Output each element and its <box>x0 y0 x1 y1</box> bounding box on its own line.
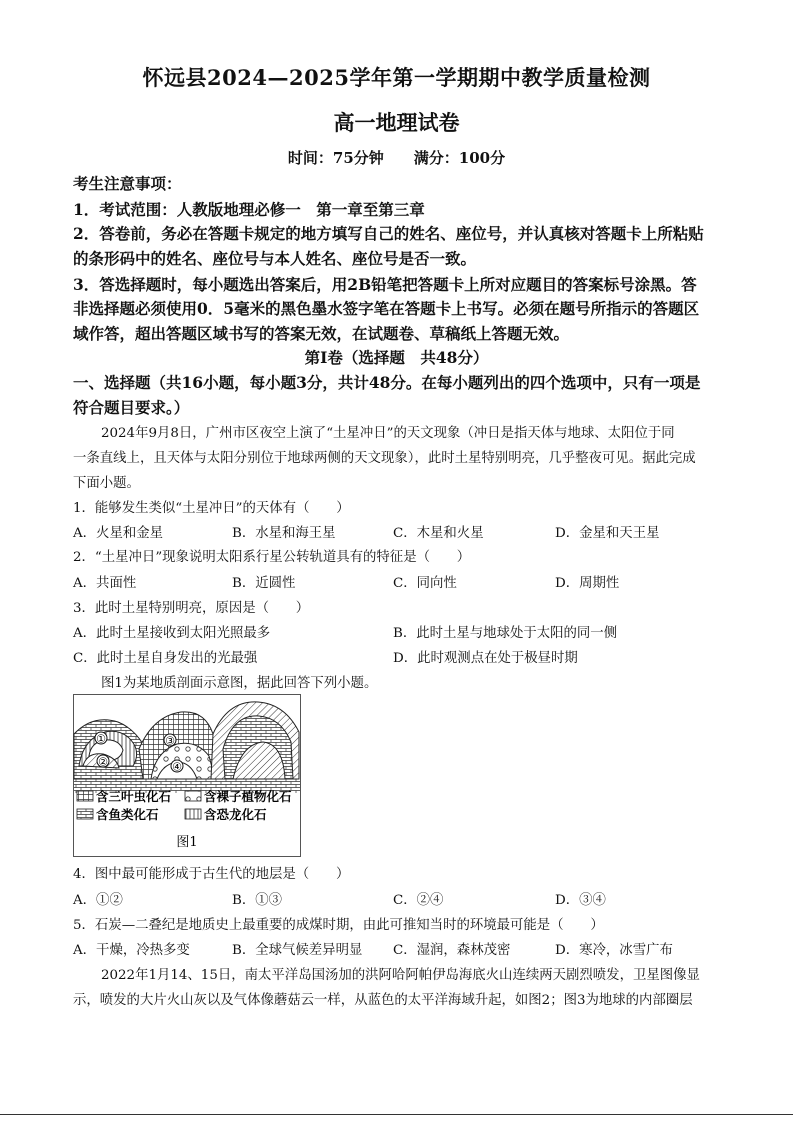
figure-caption: 图1 <box>176 835 198 850</box>
question-2-option-d[interactable]: D．周期性 <box>555 576 620 591</box>
notice-item-2: 2．答卷前，务必在答题卡规定的地方填写自己的姓名、座位号，并认真核对答题卡上所粘贴 <box>73 224 704 243</box>
question-4-option-d[interactable]: D．③④ <box>555 893 606 908</box>
question-2-option-c[interactable]: C．同向性 <box>393 576 457 591</box>
notice-item-3-cont: 非选择题必须使用0．5毫米的黑色墨水签字笔在答题卡上书写。必须在题号所指示的答题区 <box>73 299 700 318</box>
question-3-stem: 3．此时土星特别明亮，原因是（ ） <box>73 601 310 616</box>
marker-4: ④ <box>172 760 182 774</box>
question-3-option-b[interactable]: B．此时土星与地球处于太阳的同一侧 <box>393 626 618 641</box>
question-1-option-d[interactable]: D．金星和天王星 <box>555 526 660 541</box>
question-5-option-a[interactable]: A．干燥，冷热多变 <box>73 943 190 958</box>
exam-meta: 时间：75分钟 满分：100分 <box>287 149 506 167</box>
marker-1: ① <box>96 732 106 746</box>
notice-item-3-cont2: 域作答，超出答题区域书写的答案无效，在试题卷、草稿纸上答题无效。 <box>73 324 570 343</box>
question-4-option-c[interactable]: C．②④ <box>393 893 444 908</box>
passage1-line2: 一条直线上，且天体与太阳分别位于地球两侧的天文现象），此时土星特别明亮，几乎整夜可见。据此完成 <box>73 451 696 466</box>
question-2-option-b[interactable]: B．近圆性 <box>232 576 296 591</box>
notice-item-2-cont: 的条形码中的姓名、座位号与本人姓名、座位号是否一致。 <box>73 249 477 268</box>
figure-1 <box>73 694 301 857</box>
passage1-line1: 2024年9月8日，广州市区夜空上演了“土星冲日”的天文现象（冲日是指天体与地球、太阳位于同 <box>101 426 675 441</box>
passage1-line3: 下面小题。 <box>73 476 140 491</box>
notice-item-1: 1．考试范围：人教版地理必修一 第一章至第三章 <box>73 200 425 219</box>
question-5-option-d[interactable]: D．寒冷，冰雪广布 <box>555 943 673 958</box>
question-2-option-a[interactable]: A．共面性 <box>73 576 137 591</box>
question-1-option-c[interactable]: C．木星和火星 <box>393 526 484 541</box>
question-4-option-a[interactable]: A．①② <box>73 893 123 908</box>
question-1-option-b[interactable]: B．水星和海王星 <box>232 526 336 541</box>
question-2-stem: 2．“土星冲日”现象说明太阳系行星公转轨道具有的特征是（ ） <box>73 550 471 565</box>
question-5-option-c[interactable]: C．湿润，森林茂密 <box>393 943 511 958</box>
question-3-option-c[interactable]: C．此时土星自身发出的光最强 <box>73 651 258 666</box>
exam-subtitle: 高一地理试卷 <box>333 110 460 135</box>
question-1-stem: 1．能够发生类似“土星冲日”的天体有（ ） <box>73 501 350 516</box>
question-5-stem: 5．石炭—二叠纪是地质史上最重要的成煤时期，由此可推知当时的环境最可能是（ ） <box>73 918 604 933</box>
question-1-option-a[interactable]: A．火星和金星 <box>73 526 164 541</box>
question-3-option-a[interactable]: A．此时土星接收到太阳光照最多 <box>73 626 271 641</box>
question-4-stem: 4．图中最可能形成于古生代的地层是（ ） <box>73 867 350 882</box>
geologic-section-diagram <box>73 694 301 857</box>
section-title: 第Ⅰ卷（选择题 共48分） <box>304 348 489 367</box>
figure-intro: 图1为某地质剖面示意图，据此回答下列小题。 <box>101 676 378 691</box>
question-4-option-b[interactable]: B．①③ <box>232 893 283 908</box>
marker-3: ③ <box>165 734 175 748</box>
question-3-option-d[interactable]: D．此时观测点在处于极昼时期 <box>393 651 578 666</box>
legend-gymnosperm: 含裸子植物化石 <box>204 789 292 804</box>
part-one-instruction: 一、选择题（共16小题，每小题3分，共计48分。在每小题列出的四个选项中，只有一项是 <box>73 373 701 392</box>
legend-dinosaur: 含恐龙化石 <box>204 807 267 822</box>
passage2-line2: 示，喷发的大片火山灰以及气体像蘑菇云一样，从蓝色的太平洋海域升起，如图2；图3为地球的内部圈层 <box>73 993 693 1008</box>
legend-swatch-gymnosperm <box>185 791 201 801</box>
question-5-option-b[interactable]: B．全球气候差异明显 <box>232 943 363 958</box>
legend-swatch-dinosaur <box>185 809 201 819</box>
passage2-line1: 2022年1月14、15日，南太平洋岛国汤加的洪阿哈阿帕伊岛海底火山连续两天剧烈喷发，卫星图像显 <box>101 968 700 983</box>
exam-title: 怀远县2024—2025学年第一学期期中教学质量检测 <box>142 65 651 90</box>
part-one-instruction-cont: 符合题目要求。） <box>73 398 190 417</box>
notice-heading: 考生注意事项： <box>73 174 182 193</box>
legend-fish: 含鱼类化石 <box>96 807 159 822</box>
marker-2: ② <box>98 755 108 769</box>
notice-item-3: 3．答选择题时，每小题选出答案后，用2B铅笔把答题卡上所对应题目的答案标号涂黑。答 <box>73 275 697 294</box>
legend-swatch-fish <box>77 809 93 819</box>
legend-trilobite: 含三叶虫化石 <box>96 789 172 804</box>
legend-swatch-trilobite <box>77 791 93 801</box>
page-bottom-rule <box>0 1114 793 1115</box>
